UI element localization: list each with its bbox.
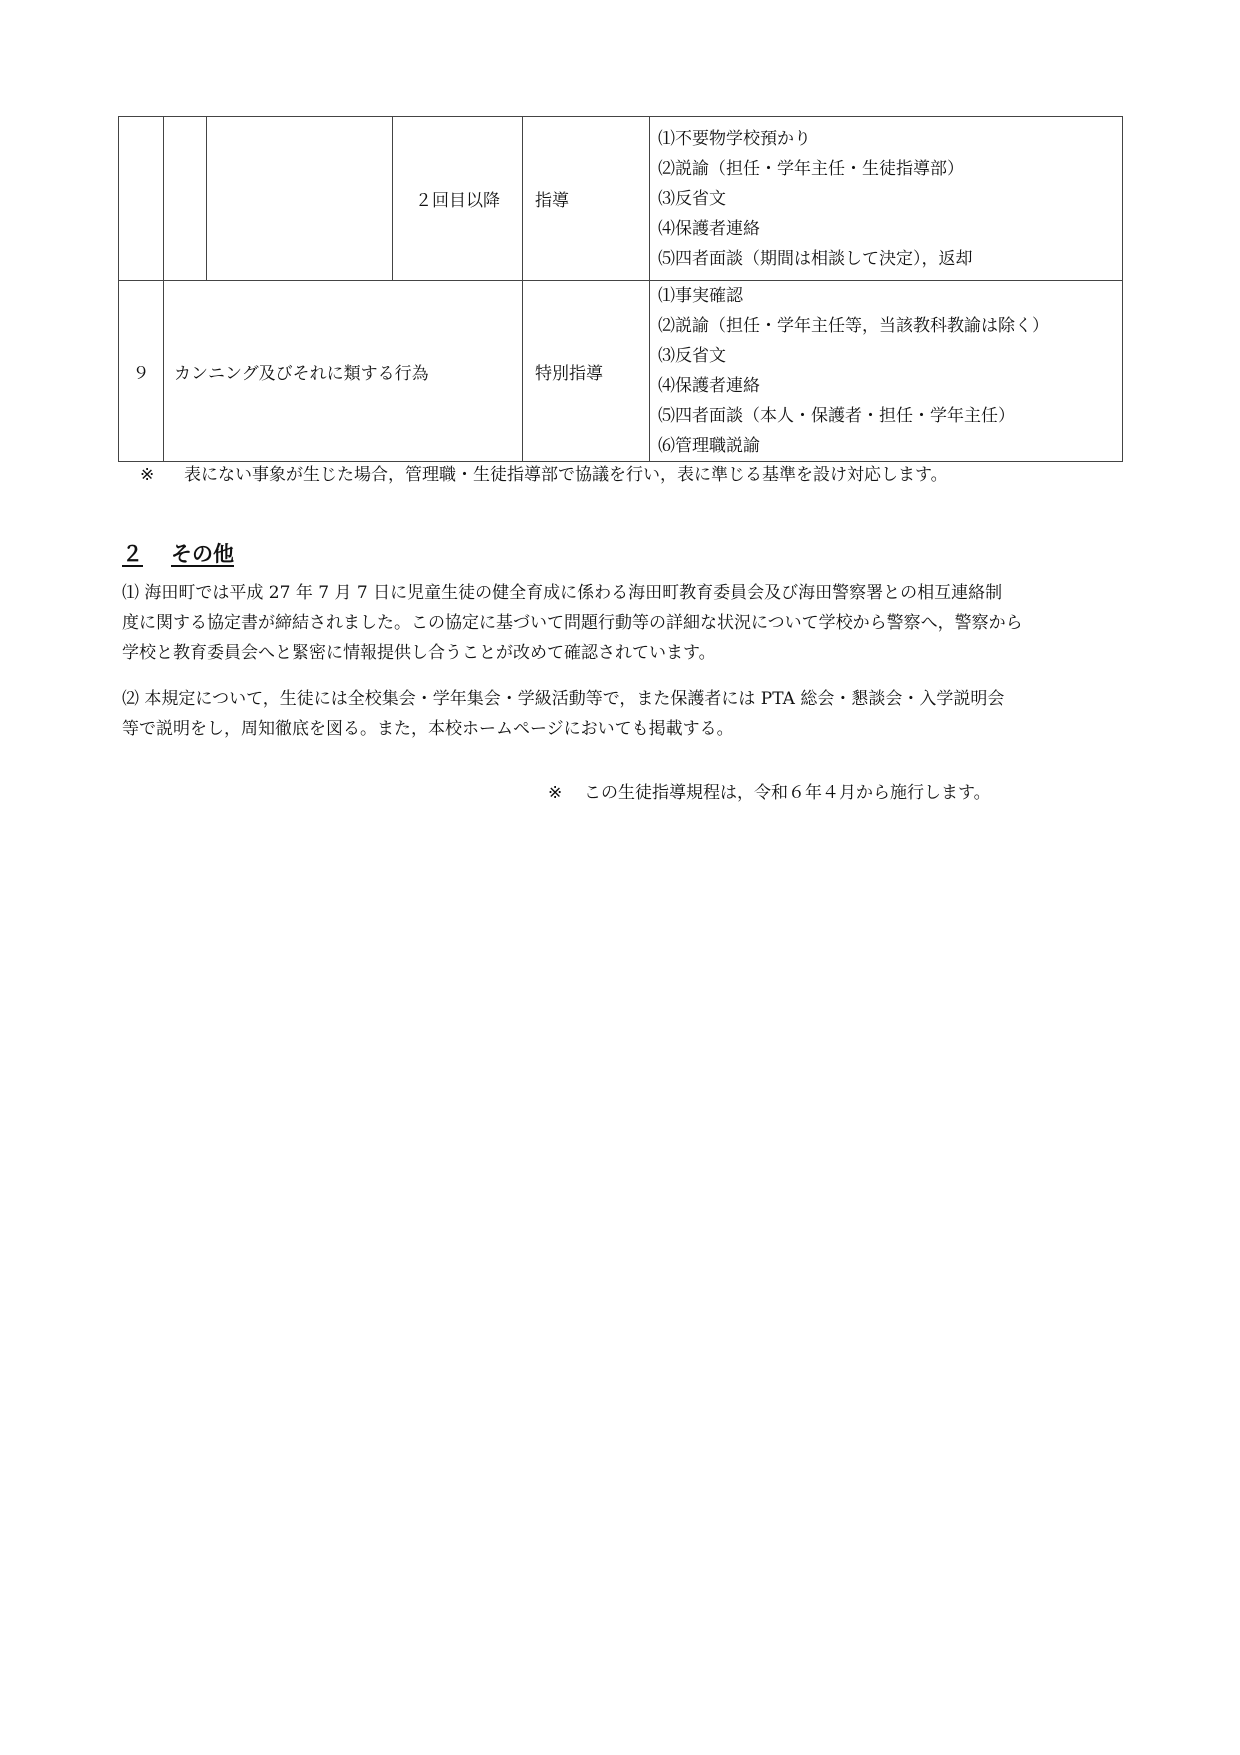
row-number-cell: ９ [119, 281, 164, 462]
paragraph-line: 度に関する協定書が締結されました。この協定に基づいて問題行動等の詳細な状況について学校から警察へ，警察から [122, 613, 1023, 633]
paragraph-line: 等で説明をし，周知徹底を図る。また，本校ホームページにおいても掲載する。 [122, 719, 734, 739]
measure-item: ⑶反省文 [658, 346, 726, 366]
measure-item: ⑹管理職説諭 [658, 436, 760, 456]
table-row [119, 281, 1123, 462]
note-mark: ※ [548, 783, 563, 803]
guidance-level-cell: 特別指導 [523, 281, 650, 462]
item-cell: カンニング及びそれに類する行為 [164, 281, 523, 462]
note-mark: ※ [140, 465, 155, 485]
measure-item: ⑵説諭（担任・学年主任等，当該教科教諭は除く） [658, 316, 1049, 336]
row-number-cell [119, 117, 164, 281]
measures-list [650, 124, 1122, 274]
measure-item: ⑸四者面談（本人・保護者・担任・学年主任） [658, 406, 1015, 426]
paragraph-line: 学校と教育委員会へと緊密に情報提供し合うことが改めて確認されています。 [122, 643, 716, 663]
measure-item: ⑷保護者連絡 [658, 218, 760, 239]
measure-item: ⑸四者面談（期間は相談して決定），返却 [658, 248, 973, 269]
table-row [119, 117, 1123, 281]
sub-number-cell [164, 117, 207, 281]
paragraph-dissemination [122, 684, 1122, 744]
paragraph-agreement [122, 578, 1122, 668]
measures-cell [650, 281, 1123, 462]
guidance-rules-table [118, 116, 1123, 462]
measure-item: ⑴事実確認 [658, 286, 743, 306]
section-heading [122, 538, 272, 568]
measure-item: ⑷保護者連絡 [658, 376, 760, 396]
measures-list [650, 281, 1122, 461]
paragraph-line: ⑵ 本規定について，生徒には全校集会・学年集会・学級活動等で，また保護者には PTA 総会・懇談会・入学説明会 [122, 689, 1005, 709]
guidance-level-cell: 指導 [523, 117, 650, 281]
measure-item: ⑵説諭（担任・学年主任・生徒指導部） [658, 158, 964, 179]
section-title: その他 [171, 542, 234, 566]
measure-item: ⑶反省文 [658, 188, 726, 209]
occurrence-count-cell: ２回目以降 [393, 117, 523, 281]
measures-cell [650, 117, 1123, 281]
section-number: ２ [122, 542, 143, 566]
note-text: 表にない事象が生じた場合，管理職・生徒指導部で協議を行い，表に準じる基準を設け対応します。 [184, 465, 948, 485]
table-footnote [140, 460, 948, 485]
enforcement-note [548, 778, 991, 803]
note-text: この生徒指導規程は，令和６年４月から施行します。 [584, 783, 991, 803]
measure-item: ⑴不要物学校預かり [658, 128, 811, 149]
paragraph-line: ⑴ 海田町では平成 27 年 7 月 7 日に児童生徒の健全育成に係わる海田町教育委員会及び海田警察署との相互連絡制 [122, 583, 1003, 603]
item-cell [207, 117, 393, 281]
